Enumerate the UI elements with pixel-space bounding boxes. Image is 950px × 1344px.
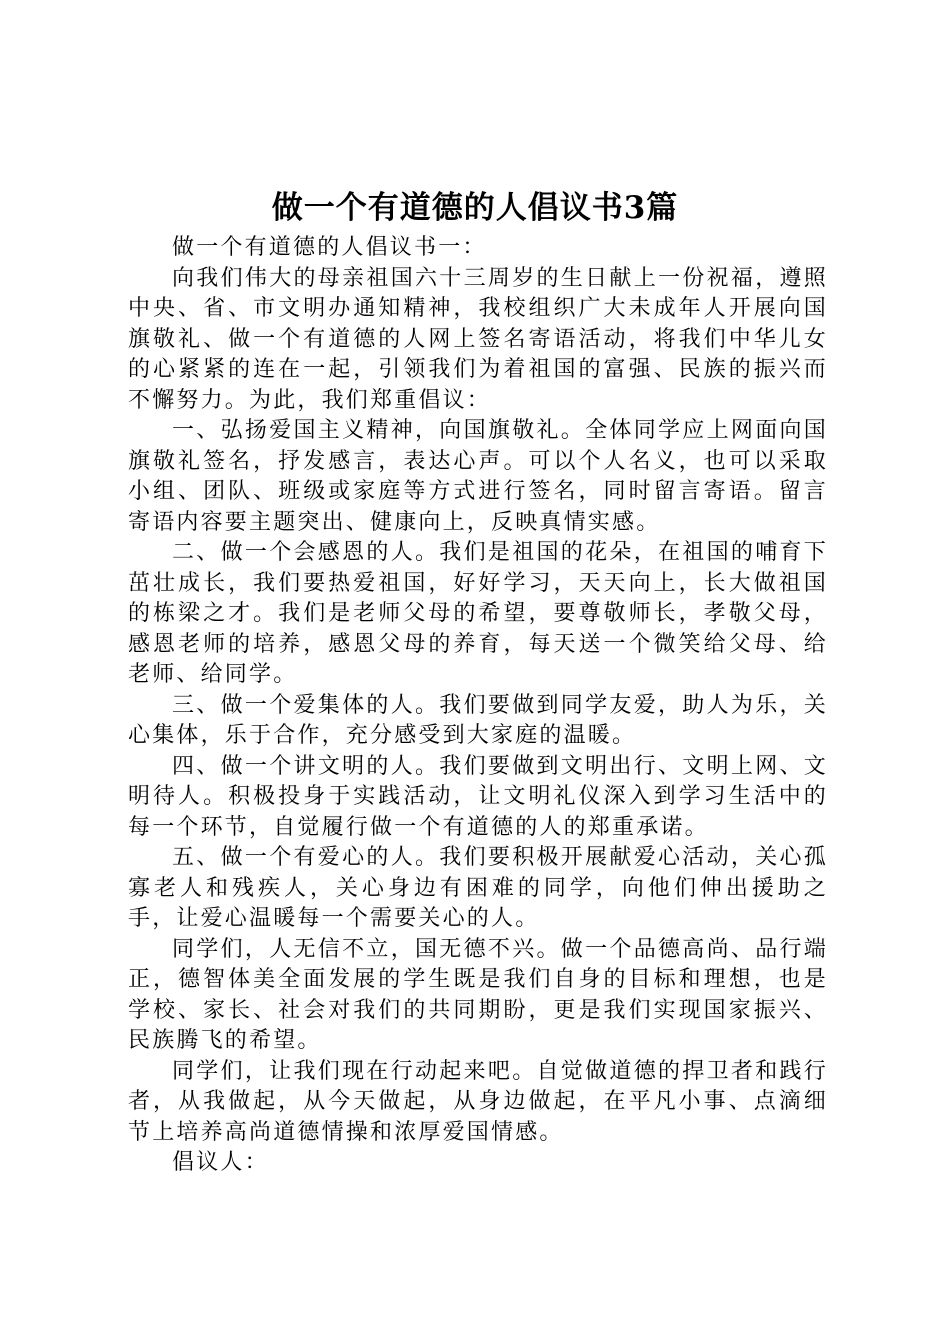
- paragraph-intro: 向我们伟大的母亲祖国六十三周岁的生日献上一份祝福，遵照中央、省、市文明办通知精神，我校组织广大未成年人开展向国旗敬礼、做一个有道德的人网上签名寄语活动，将我们中华儿女的心紧紧的连在一起，引领我们为着祖国的富强、民族的振兴而不懈努力。为此，我们郑重倡议：: [128, 265, 828, 413]
- paragraph-signature: 倡议人：: [172, 1150, 269, 1175]
- paragraph-item-4: 四、做一个讲文明的人。我们要做到文明出行、文明上网、文明待人。积极投身于实践活动，让文明礼仪深入到学习生活中的每一个环节，自觉履行做一个有道德的人的郑重承诺。: [128, 753, 828, 840]
- paragraph-subtitle: 做一个有道德的人倡议书一：: [172, 235, 487, 260]
- paragraph-closing-1: 同学们，人无信不立，国无德不兴。做一个品德高尚、品行端正，德智体美全面发展的学生既是我们自身的目标和理想，也是学校、家长、社会对我们的共同期盼，更是我们实现国家振兴、民族腾飞的希望。: [128, 936, 828, 1053]
- document-body: [128, 233, 828, 1179]
- paragraph-item-1: 一、弘扬爱国主义精神，向国旗敬礼。全体同学应上网面向国旗敬礼签名，抒发感言，表达心声。可以个人名义，也可以采取小组、团队、班级或家庭等方式进行签名，同时留言寄语。留言寄语内容要主题突出、健康向上，反映真情实感。: [128, 418, 828, 535]
- paragraph-item-5: 五、做一个有爱心的人。我们要积极开展献爱心活动，关心孤寡老人和残疾人，关心身边有困难的同学，向他们伸出援助之手，让爱心温暖每一个需要关心的人。: [128, 845, 828, 931]
- paragraph-closing-2: 同学们，让我们现在行动起来吧。自觉做道德的捍卫者和践行者，从我做起，从今天做起，从身边做起，在平凡小事、点滴细节上培养高尚道德情操和浓厚爱国情感。: [128, 1058, 828, 1145]
- document-title: 做一个有道德的人倡议书3篇: [271, 190, 679, 226]
- paragraph-item-3: 三、做一个爱集体的人。我们要做到同学友爱，助人为乐，关心集体，乐于合作，充分感受到大家庭的温暖。: [128, 692, 828, 748]
- paragraph-item-2: 二、做一个会感恩的人。我们是祖国的花朵，在祖国的哺育下茁壮成长，我们要热爱祖国，好好学习，天天向上，长大做祖国的栋梁之才。我们是老师父母的希望，要尊敬师长，孝敬父母，感恩老师的培养，感恩父母的养育，每天送一个微笑给父母、给老师、给同学。: [128, 540, 828, 687]
